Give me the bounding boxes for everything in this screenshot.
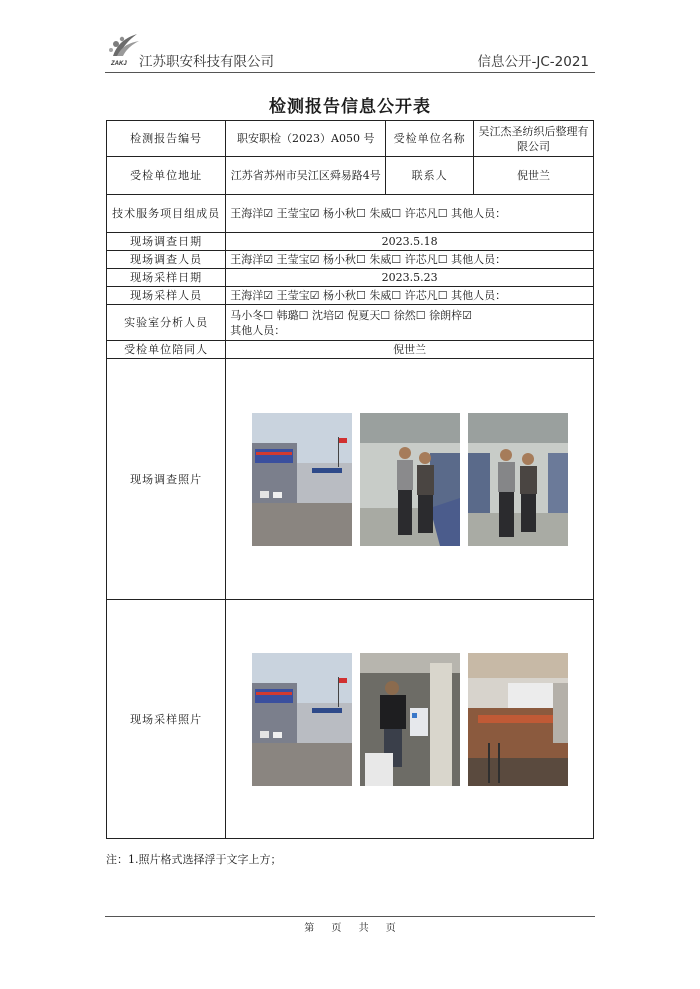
sampling-staff-value: 王海洋☑ 王莹宝☑ 杨小秋☐ 朱威☐ 许芯凡☐ 其他人员： xyxy=(226,287,594,305)
survey-staff-value: 王海洋☑ 王莹宝☑ 杨小秋☐ 朱威☐ 许芯凡☐ 其他人员： xyxy=(226,251,594,269)
client-name-label: 受检单位名称 xyxy=(386,121,474,157)
team-label: 技术服务项目组成员 xyxy=(107,195,226,233)
escort-value: 倪世兰 xyxy=(226,341,594,359)
contact-value: 倪世兰 xyxy=(474,157,594,195)
note-text: 注：1.照片格式选择浮于文字上方； xyxy=(106,853,282,866)
survey-date-value: 2023.5.18 xyxy=(226,233,594,251)
table-row xyxy=(107,157,594,195)
table-row xyxy=(107,359,594,600)
report-info-table xyxy=(106,120,594,839)
page-number: 第 页 共 页 xyxy=(304,923,396,934)
document-code: 信息公开-JC-2021 xyxy=(477,54,589,70)
report-no-value: 职安职检（2023）A050 号 xyxy=(226,121,386,157)
table-row xyxy=(107,251,594,269)
survey-staff-label: 现场调查人员 xyxy=(107,251,226,269)
sampling-date-value: 2023.5.23 xyxy=(226,269,594,287)
factory-building-photo xyxy=(252,413,352,546)
table-row xyxy=(107,287,594,305)
table-row xyxy=(107,305,594,341)
lab-staff-line: 马小冬☐ 韩璐☐ 沈培☑ 倪夏天☐ 徐然☐ 徐朗梓☑ xyxy=(230,308,472,322)
table-row xyxy=(107,600,594,839)
team-value: 王海洋☑ 王莹宝☑ 杨小秋☐ 朱威☐ 许芯凡☐ 其他人员： xyxy=(226,195,594,233)
lab-staff-label: 实验室分析人员 xyxy=(107,305,226,341)
survey-photos-cell xyxy=(226,359,594,600)
inspectors-photo xyxy=(468,413,568,546)
lab-staff-line: 其他人员： xyxy=(230,323,286,337)
page-title: 检测报告信息公开表 xyxy=(269,97,431,117)
client-address-label: 受检单位地址 xyxy=(107,157,226,195)
inspectors-photo xyxy=(360,413,460,546)
table-row xyxy=(107,195,594,233)
production-machine-photo xyxy=(468,653,568,786)
client-address-value: 江苏省苏州市吴江区舜易路4号 xyxy=(226,157,386,195)
table-row xyxy=(107,269,594,287)
report-no-label: 检测报告编号 xyxy=(107,121,226,157)
sampling-photos-cell xyxy=(226,600,594,839)
company-name: 江苏职安科技有限公司 xyxy=(139,54,274,70)
sampling-photos-label: 现场采样照片 xyxy=(107,600,226,839)
lab-staff-value xyxy=(226,305,594,341)
sampling-equipment-photo xyxy=(360,653,460,786)
contact-label: 联系人 xyxy=(386,157,474,195)
factory-building-photo xyxy=(252,653,352,786)
page-footer-divider xyxy=(105,916,595,917)
escort-label: 受检单位陪同人 xyxy=(107,341,226,359)
sampling-staff-label: 现场采样人员 xyxy=(107,287,226,305)
sampling-date-label: 现场采样日期 xyxy=(107,269,226,287)
survey-date-label: 现场调查日期 xyxy=(107,233,226,251)
client-name-value: 吴江杰圣纺织后整理有限公司 xyxy=(474,121,594,157)
logo-text: ZAKJ xyxy=(111,61,127,67)
table-row xyxy=(107,121,594,157)
table-row xyxy=(107,341,594,359)
survey-photos-label: 现场调查照片 xyxy=(107,359,226,600)
table-row xyxy=(107,233,594,251)
page-header xyxy=(105,30,595,73)
